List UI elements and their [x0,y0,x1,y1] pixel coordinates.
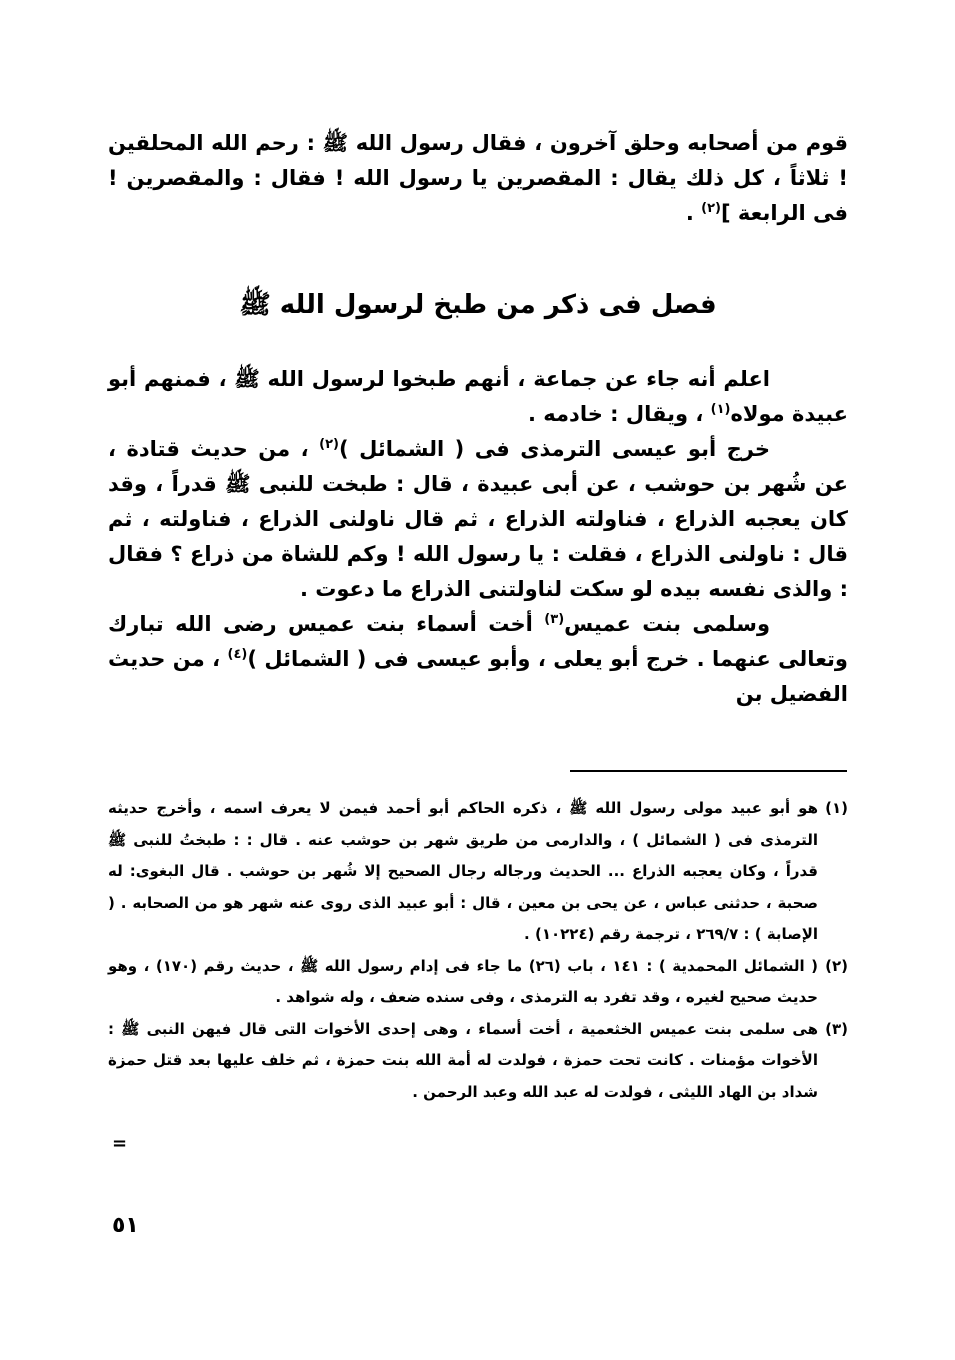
footnote-2 [108,951,848,1014]
footnote-ref: (١) [710,402,731,417]
footnote-text: هى سلمى بنت عميس الخثعمية ، أخت أسماء ، وهى إحدى الأخوات التى قال فيهن النبى ﷺ : الأخوات مؤمنات . كانت تحت حمزة ، فولدت له أمة الله بنت حمزة ، ثم خلف عليها بعد قتل حمزة شداد بن الهاد الليثى ، فولدت له عبد الله وعبد الرحمن . [108,1019,818,1101]
paragraph-text: أخت أسماء بنت عميس رضى الله تبارك وتعالى عنهما . خرج أبو يعلى ، وأبو عيسى فى ( الشمائل ) [108,612,848,671]
footnote-1 [108,793,848,951]
top-paragraph-end: . [685,201,702,225]
paragraph-text: ، من حديث قتادة ، عن شُهر بن حوشب ، عن أبى عبيدة ، قال : طبخت للنبى ﷺ قدراً ، وقد كان يعجبه الذراع ، فناولته الذراع ، ثم قال ناولنى الذراع ، فناولته ، ثم قال : ناولنى الذراع ، فقلت : يا رسول الله ! وكم للشاة من ذراع ؟ فقال : والذى نفسه بيده لو سكت لناولتنى الذراع ما دعوت . [108,437,848,601]
paragraph-2 [108,432,848,607]
footnote-separator [570,770,847,772]
footnote-text: ( الشمائل المحمدية ) : ١٤١ ، باب (٢٦) ما جاء فى إدام رسول الله ﷺ ، حديث رقم (١٧٠) ، وهو حديث صحيح لغيره ، وقد تفرد به الترمذى ، وفى سنده ضعف ، وله شواهد . [108,956,819,1006]
body-text [108,362,848,712]
footnote-ref: (٢) [701,201,721,216]
paragraph-text: اعلم أنه جاء عن جماعة ، أنهم طبخوا لرسول الله ﷺ ، فمنهم أبو عبيدة مولاه [108,367,848,426]
section-title: فصل فى ذكر من طبخ لرسول الله ﷺ [239,290,717,320]
footnote-ref: (٤) [227,647,248,662]
footnotes [108,793,848,1108]
page-number: ٥١ [112,1213,139,1238]
continuation-mark: = [112,1133,128,1154]
paragraph-text: وسلمى بنت عميس [564,612,771,636]
footnote-text: هو أبو عبيد مولى رسول الله ﷺ ، ذكره الحاكم أبو أحمد فيمن لا يعرف اسمه ، وأخرج حديثه الترمذى فى ( الشمائل ) ، والدارمى من طريق شهر بن حوشب عنه . قال : : طبختُ للنبى ﷺ قدراً ، وكان يعجبه الذراع ... الحديث ورجاله رجال الصحيح إلا شُهر بن حوشب . قال البغوى: له صحبة ، حدثنى عباس ، عن يحى بن معين ، قال : أبو عبيد الذى روى عنه شهر هو من الصحابه . ( الإصابة ) : ٢٦٩/٧ ، ترجمة رقم (١٠٢٢٤) . [108,799,818,943]
top-paragraph-text: قوم من أصحابه وحلق آخرون ، فقال رسول الله ﷺ : رحم الله المحلقين ! ثلاثاً ، كل ذلك يقال : المقصرين يا رسول الله ! فقال : والمقصرين ! فى الرابعة ] [108,131,848,225]
footnote-number: (١) [825,799,848,817]
paragraph-text: ، من حديث الفضيل بن [108,647,848,706]
footnote-ref: (٢) [319,437,339,452]
footnote-number: (٢) [825,956,848,975]
paragraph-text: ، ويقال : خادمه . [528,402,711,426]
footnote-ref: (٣) [544,612,565,627]
top-paragraph [108,126,848,231]
footnote-3 [108,1014,848,1109]
footnote-number: (٣) [825,1019,848,1038]
paragraph-text: خرج أبو عيسى الترمذى فى ( الشمائل ) [339,437,770,461]
paragraph-1 [108,362,848,432]
paragraph-3 [108,607,848,712]
